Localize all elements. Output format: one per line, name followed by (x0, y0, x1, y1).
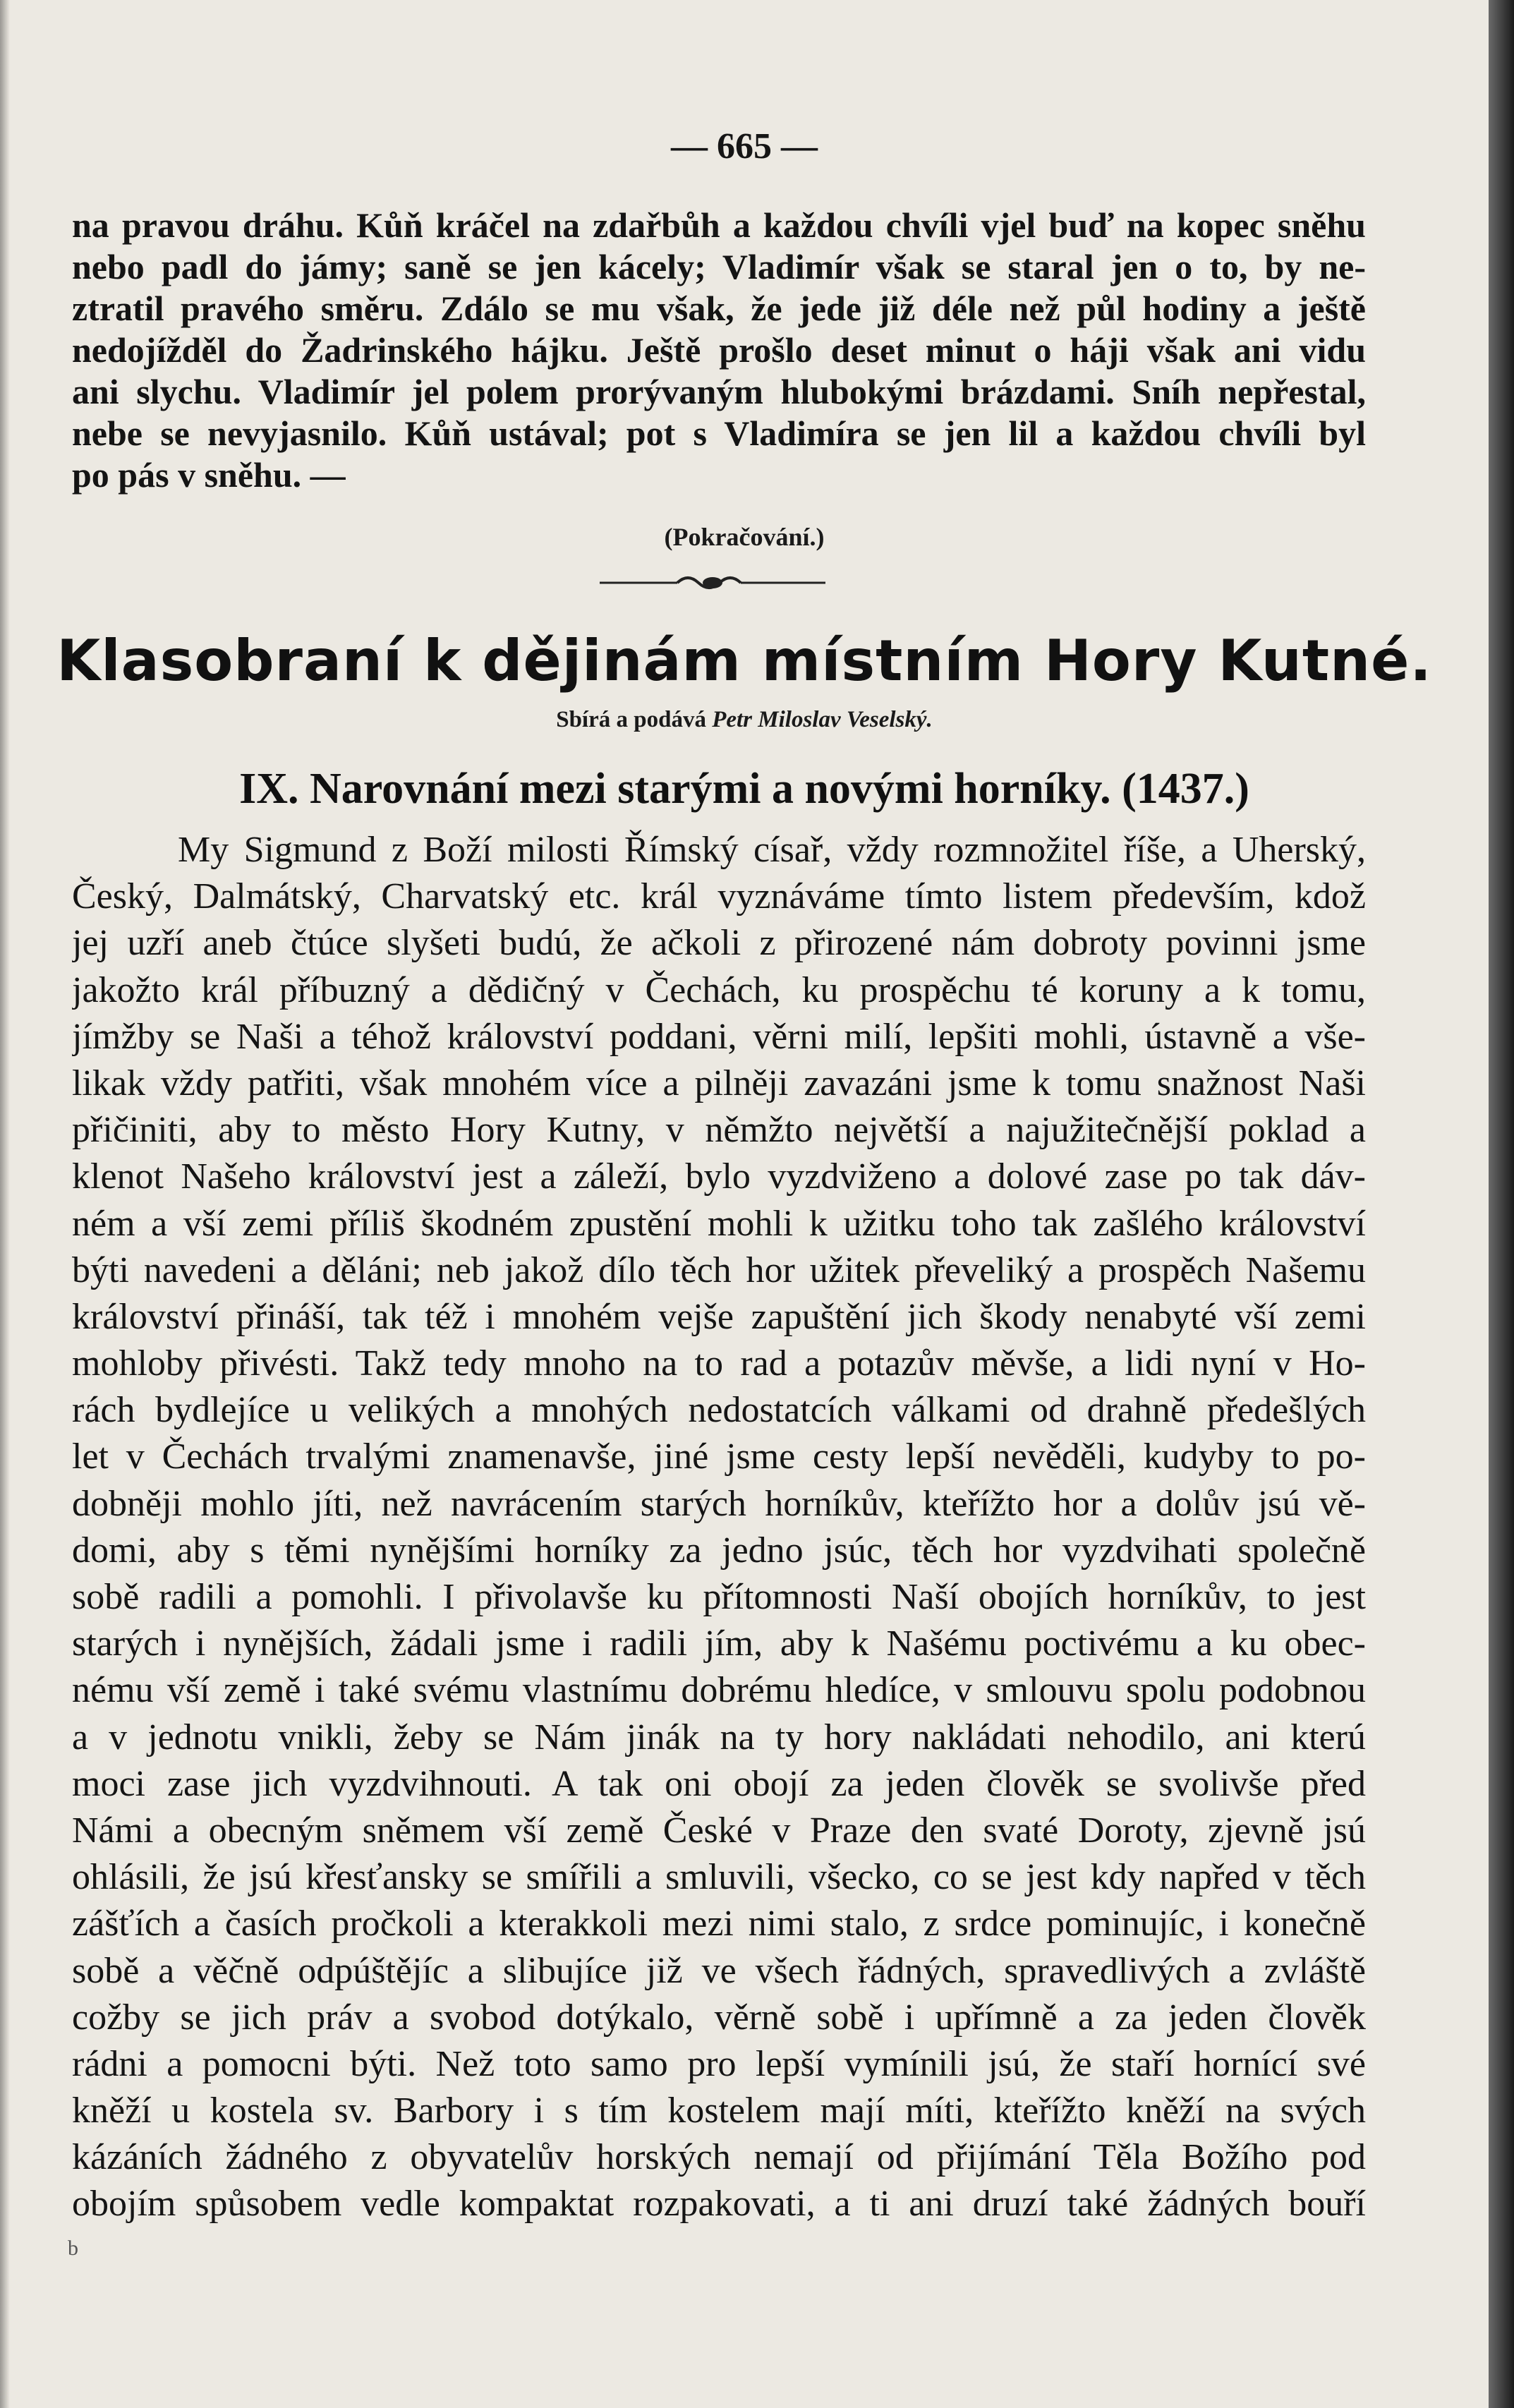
section-heading: IX. Narovnání mezi starými a novými horníky. (1437.) (239, 765, 1249, 813)
byline-prefix: Sbírá a podává (556, 707, 706, 732)
text-line: ném a vší zemi příliš škodném zpustění mohli k užitku toho tak zašlého království (72, 1203, 1366, 1244)
text-line: přičiniti, aby to město Hory Kutny, v němžto největší a najužitečnější poklad a (72, 1110, 1366, 1151)
text-line: rádni a pomocni býti. Než toto samo pro lepší vymínili jsú, že staří hornící své (72, 2043, 1366, 2084)
page-number: — 665 — (671, 126, 818, 167)
text-line: cožby se jich práv a svobod dotýkalo, věrně sobě i upřímně a za jeden člověk (72, 1997, 1366, 2038)
text-line: nebe se nevyjasnilo. Kůň ustával; pot s Vladimíra se jen lil a každou chvíli byl (72, 413, 1366, 453)
text-line: klenot Našeho království jest a záleží, bylo vyzdviženo a dolové zase po tak dáv- (72, 1156, 1366, 1197)
text-line: rách bydlejíce u velikých a mnohých nedostatcích válkami od drahně předešlých (72, 1390, 1366, 1431)
text-line: let v Čechách trvalými znamenavše, jiné jsme cesty lepší nevěděli, kudyby to po- (72, 1436, 1366, 1477)
text-line: likak vždy patřiti, však mnohém více a pilněji zavazáni jsme k tomu snažnost Naši (72, 1063, 1366, 1103)
intro-paragraph (72, 205, 1366, 496)
text-line: kázáních žádného z obyvatelův horských nemají od přijímání Těla Božího pod (72, 2137, 1366, 2178)
text-line: kněží u kostela sv. Barbory i s tím kostelem mají míti, kteřížto kněží na svých (72, 2091, 1366, 2131)
text-line: mohloby přivésti. Takž tedy mnoho na to rad a potazův měvše, a lidi nyní v Ho- (72, 1343, 1366, 1384)
text-line: Český, Dalmátský, Charvatský etc. král vyznáváme tímto listem především, kdož (72, 876, 1366, 917)
text-line: zášťích a časích pročkoli a kterakkoli mezi nimi stalo, z srdce pominujíc, i konečně (72, 1904, 1366, 1944)
article-byline (0, 707, 1489, 733)
page-gutter (0, 0, 10, 2408)
text-line: nebo padl do jámy; saně se jen kácely; Vladimír však se staral jen o to, by ne- (72, 247, 1366, 286)
text-line: My Sigmund z Boží milosti Římský císař, vždy rozmnožitel říše, a Uherský, (178, 830, 1366, 870)
text-line: království přináší, tak též i mnohém vejše zapuštění jich škody nenabyté vší zemi (72, 1296, 1366, 1337)
byline-author: Petr Miloslav Veselský. (712, 707, 933, 732)
text-line: obojím spůsobem vedle kompaktat rozpakovati, a ti ani druzí také žádných bouří (72, 2184, 1366, 2225)
article-title: Klasobraní k dějinám místním Hory Kutné. (56, 628, 1432, 694)
scan-edge (1489, 0, 1514, 2408)
text-line: moci zase jich vyzdvihnouti. A tak oni obojí za jeden člověk se svolivše před (72, 1763, 1366, 1804)
text-line: po pás v sněhu. — (72, 455, 346, 495)
divider-ornament-icon (593, 569, 832, 597)
text-line: býti navedeni a děláni; neb jakož dílo těch hor užitek převeliký a prospěch Našemu (72, 1250, 1366, 1290)
text-line: ani slychu. Vladimír jel polem prorývaným hlubokými brázdami. Sníh nepřestal, (72, 372, 1366, 411)
text-line: dobněji mohlo jíti, než navrácením starých horníkův, kteřížto hor a dolův jsú vě- (72, 1483, 1366, 1524)
text-line: sobě radili a pomohli. I přivolavše ku přítomnosti Naší obojích horníkův, to jest (72, 1577, 1366, 1617)
text-line: jakožto král příbuzný a dědičný v Čechách, ku prospěchu té koruny a k tomu, (72, 969, 1366, 1010)
text-line: nedojížděl do Žadrinského hájku. Ještě prošlo deset minut o háji však ani vidu (72, 330, 1366, 370)
text-line: ztratil pravého směru. Zdálo se mu však, že jede již déle než půl hodiny a ještě (72, 289, 1366, 328)
text-line: a v jednotu vnikli, žeby se Nám jinák na ty hory nakládati nehodilo, ani kterú (72, 1717, 1366, 1757)
text-line: Námi a obecným sněmem vší země České v Praze den svaté Doroty, zjevně jsú (72, 1810, 1366, 1851)
text-line: starých i nynějších, žádali jsme i radili jím, aby k Našému poctivému a ku obec- (72, 1623, 1366, 1664)
text-line: sobě a věčně odpúštějíc a slibujíce již ve všech řádných, spravedlivých a zvláště (72, 1950, 1366, 1991)
charter-text (72, 827, 1366, 2228)
text-line: na pravou dráhu. Kůň kráčel na zdařbůh a každou chvíli vjel buď na kopec sněhu (72, 205, 1366, 245)
continuation-note: (Pokračování.) (664, 523, 825, 551)
text-line: jímžby se Naši a téhož království poddani, věrni milí, lepšiti mohli, ústavně a vše- (72, 1016, 1366, 1057)
text-line: jej uzří aneb čtúce slyšeti budú, že ačkoli z přirozené nám dobroty povinni jsme (72, 923, 1366, 964)
text-line: domi, aby s těmi nynějšími horníky za jedno jsúc, těch hor vyzdvihati společně (72, 1530, 1366, 1571)
text-line: nému vší země i také svému vlastnímu dobrému hledíce, v smlouvu spolu podobnou (72, 1670, 1366, 1711)
text-line: ohlásili, že jsú křesťansky se smířili a smluvili, všecko, co se jest kdy napřed v těch (72, 1857, 1366, 1898)
margin-mark: b (68, 2237, 78, 2260)
